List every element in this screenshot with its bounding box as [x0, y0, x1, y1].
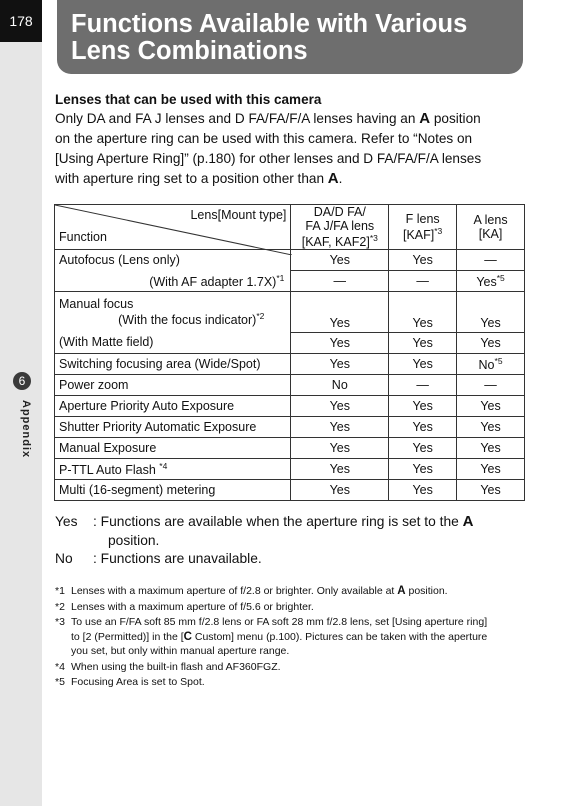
footnote: *3 To use an F/FA soft 85 mm f/2.8 lens or FA soft 28 mm f/2.8 lens, set [Using aperture ring] to [2 (Permitted)] in the [C Custom] menu (p.100). Pictures can be taken with the aperture you set, but only within manual aperture range. — [55, 616, 488, 657]
a-position-symbol: A — [462, 513, 474, 530]
table-row: Power zoom No — — — [55, 374, 525, 395]
column-header-a: A lens [KA] — [457, 205, 525, 250]
table-row: P-TTL Auto Flash $^{*4}$ Yes Yes Yes — [55, 458, 525, 479]
column-header-da: DA/D FA/ FA J/FA lens [KAF, KAF2]$^{*3}$ — [291, 205, 389, 250]
footnote: *4 When using the built-in flash and AF360FGZ. — [55, 660, 281, 673]
table-row: Manual focus (With the focus indicator)$^{*2}$ Yes Yes Yes — [55, 292, 525, 333]
a-position-symbol: A — [397, 585, 406, 597]
table-corner-cell — [55, 205, 291, 250]
table-row: (With Matte field) Yes Yes Yes — [55, 332, 525, 353]
table-row: Switching focusing area (Wide/Spot) Yes Yes No$^{*5}$ — [55, 353, 525, 374]
chapter-number-badge: 6 — [13, 372, 31, 390]
page-number: 178 — [0, 0, 42, 42]
column-header-f: F lens [KAF]$^{*3}$ — [389, 205, 457, 250]
table-row: Shutter Priority Automatic Exposure Yes Yes Yes — [55, 416, 525, 437]
table-row: Multi (16-segment) metering Yes Yes Yes — [55, 479, 525, 500]
title-banner — [57, 0, 523, 74]
legend-yes: Yes : Functions are available when the aperture ring is set to the A position. — [55, 513, 474, 548]
table-row: Aperture Priority Auto Exposure Yes Yes Yes — [55, 395, 525, 416]
footnote: *1 Lenses with a maximum aperture of f/2.8 or brighter. Only available at A position. — [55, 585, 448, 597]
page-title: Functions Available with Various Lens Combinations — [71, 10, 468, 65]
legend-no: No : Functions are unavailable. — [55, 551, 262, 566]
a-position-symbol: A — [419, 110, 431, 127]
table-header-row — [55, 205, 525, 250]
footnote: *5 Focusing Area is set to Spot. — [55, 676, 205, 688]
table-row: Autofocus (Lens only) Yes Yes — — [55, 250, 525, 271]
function-table — [54, 204, 525, 501]
corner-bottom-label: Function — [59, 230, 107, 245]
section-heading: Lenses that can be used with this camera — [55, 92, 322, 107]
intro-paragraph: Only DA and FA J lenses and D FA/FA/F/A lenses having an A position on the aperture ring can be used with this camera. Refer to “Notes on [Using Aperture Ring]” (p.180) for other lenses and D FA/FA/F/A lenses with aperture ring set to a position other than A. — [55, 110, 482, 187]
table-row: Manual Exposure Yes Yes Yes — [55, 437, 525, 458]
corner-top-label: Lens[Mount type] — [190, 208, 287, 222]
a-position-symbol: A — [327, 170, 339, 187]
footnote: *2 Lenses with a maximum aperture of f/5.6 or brighter. — [55, 600, 314, 613]
footnotes — [55, 584, 527, 690]
chapter-name: Appendix — [20, 400, 32, 459]
custom-menu-icon: C — [183, 630, 192, 643]
table-row: (With AF adapter 1.7X)$^{*1}$ — — Yes$^{*5}$ — [55, 271, 525, 292]
